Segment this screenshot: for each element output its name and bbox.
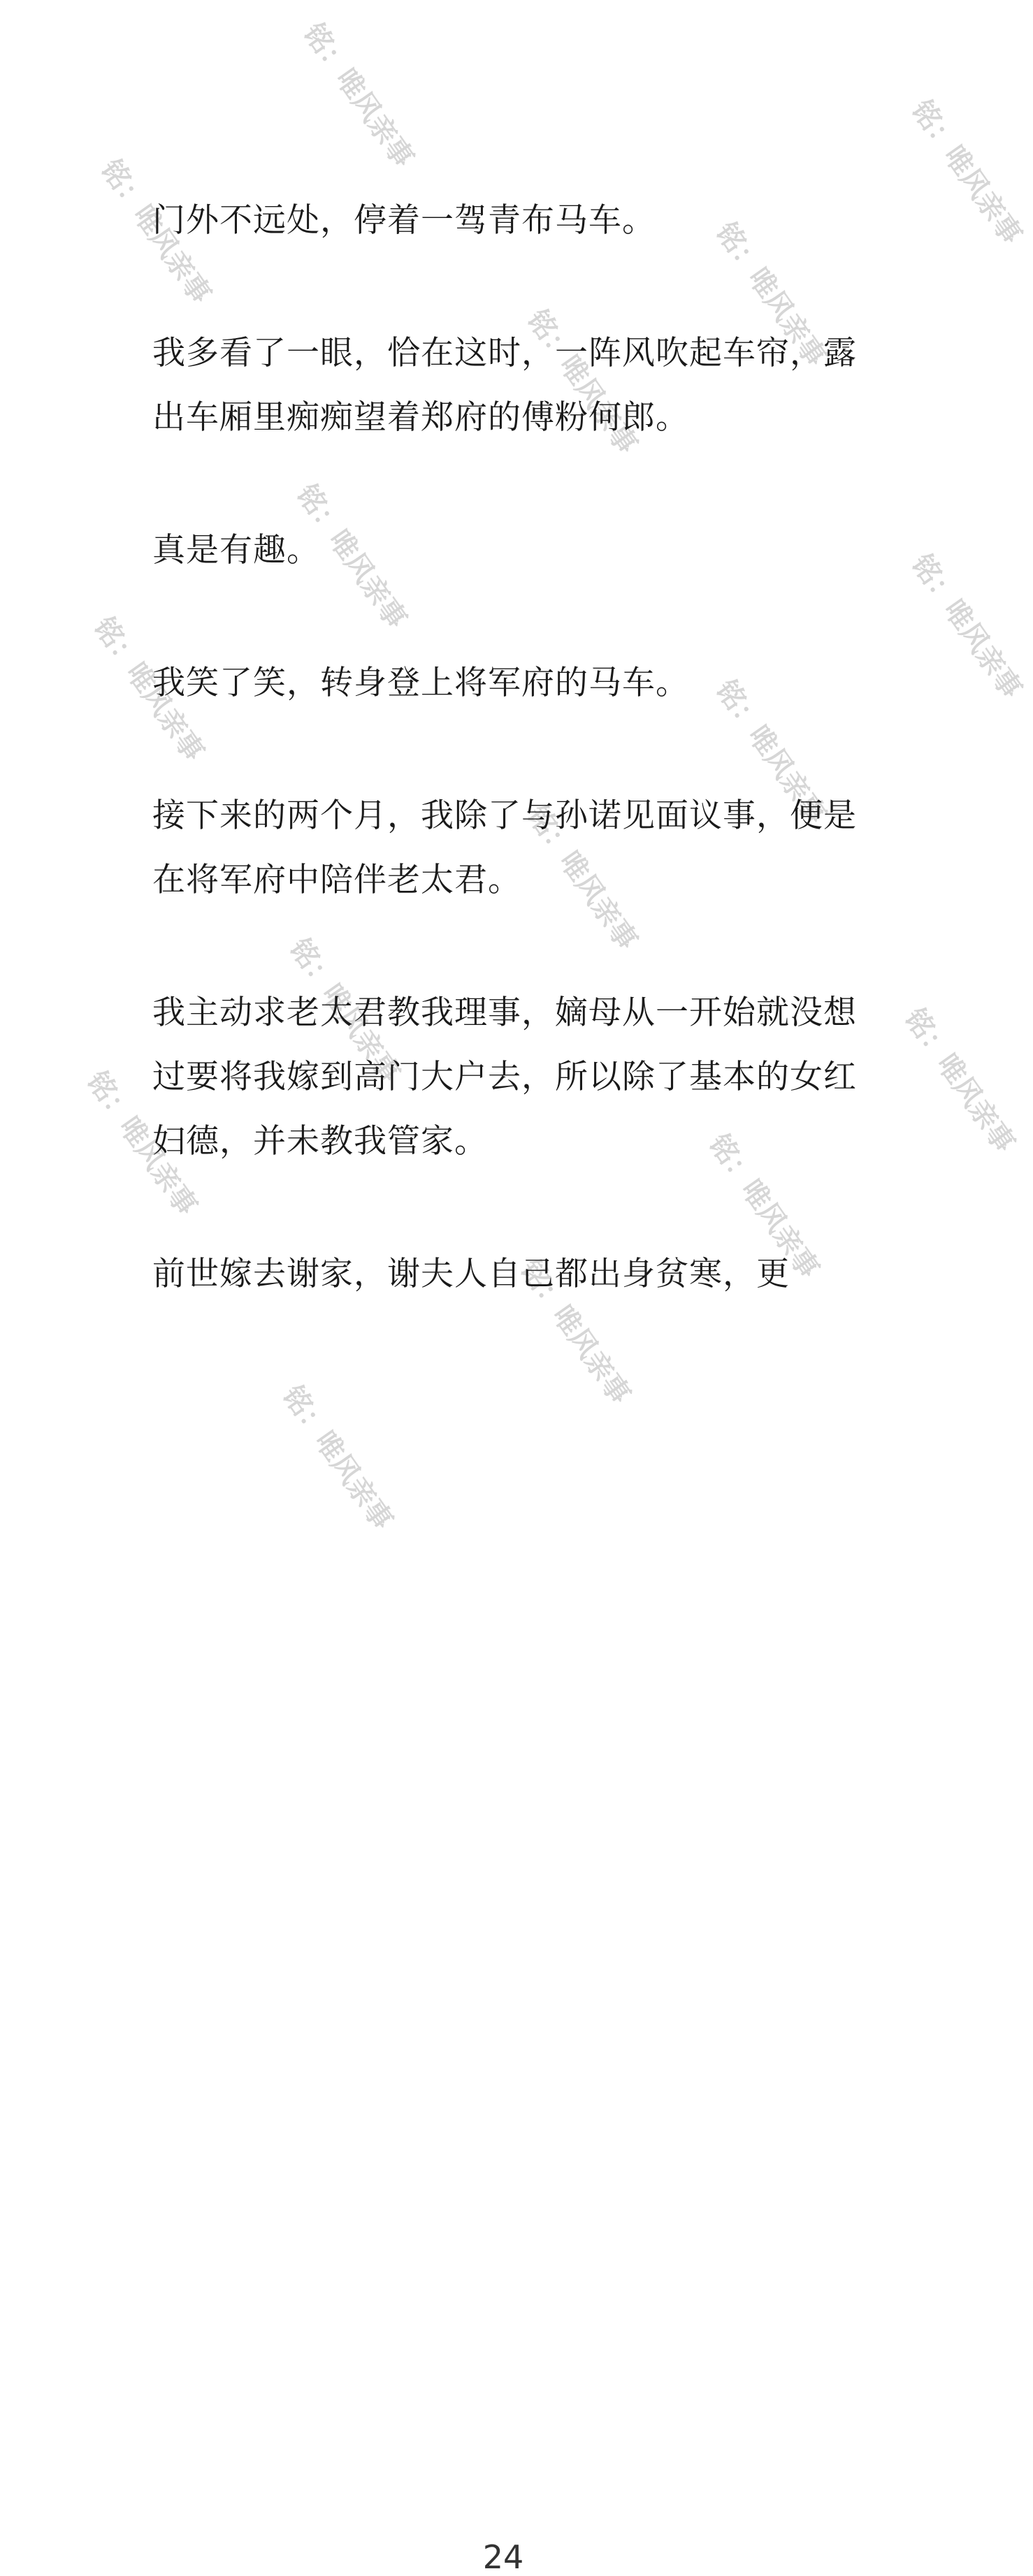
paragraph: 我主动求老太君教我理事，嫡母从一开始就没想过要将我嫁到高门大户去，所以除了基本的女红妇德，并未教我管家。	[152, 994, 857, 1160]
watermark: 铭：唯风亲事	[80, 1065, 203, 1222]
page-number: 24	[482, 2538, 524, 2576]
watermark: 铭：唯风亲事	[904, 94, 1028, 251]
paragraph: 我多看了一眼，恰在这时，一阵风吹起车帘，露出车厢里痴痴望着郑府的傅粉何郎。	[152, 334, 857, 437]
paragraph: 我笑了笑，转身登上将军府的马车。	[152, 664, 689, 702]
watermark: 铭：唯风亲事	[702, 1128, 825, 1285]
watermark: 铭：唯风亲事	[709, 674, 832, 831]
paragraph: 门外不远处，停着一驾青布马车。	[152, 201, 656, 240]
watermark: 铭：唯风亲事	[296, 17, 420, 174]
paragraph: 前世嫁去谢家，谢夫人自己都出身贫寒，更	[152, 1255, 790, 1293]
watermark: 铭：唯风亲事	[709, 217, 832, 373]
watermark: 铭：唯风亲事	[520, 304, 644, 460]
watermark: 铭：唯风亲事	[275, 1380, 399, 1536]
watermark: 铭：唯风亲事	[520, 800, 644, 956]
story-text	[152, 189, 858, 1307]
watermark: 铭：唯风亲事	[289, 479, 413, 635]
watermark: 铭：唯风亲事	[904, 548, 1028, 705]
watermark: 铭：唯风亲事	[282, 933, 406, 1089]
paragraph: 真是有趣。	[152, 531, 320, 569]
watermark: 铭：唯风亲事	[513, 1254, 637, 1411]
paragraph: 接下来的两个月，我除了与孙诺见面议事，便是在将军府中陪伴老太君。	[152, 796, 857, 899]
watermark: 铭：唯风亲事	[87, 611, 210, 768]
watermark: 铭：唯风亲事	[897, 1003, 1021, 1159]
watermark: 铭：唯风亲事	[94, 154, 217, 310]
